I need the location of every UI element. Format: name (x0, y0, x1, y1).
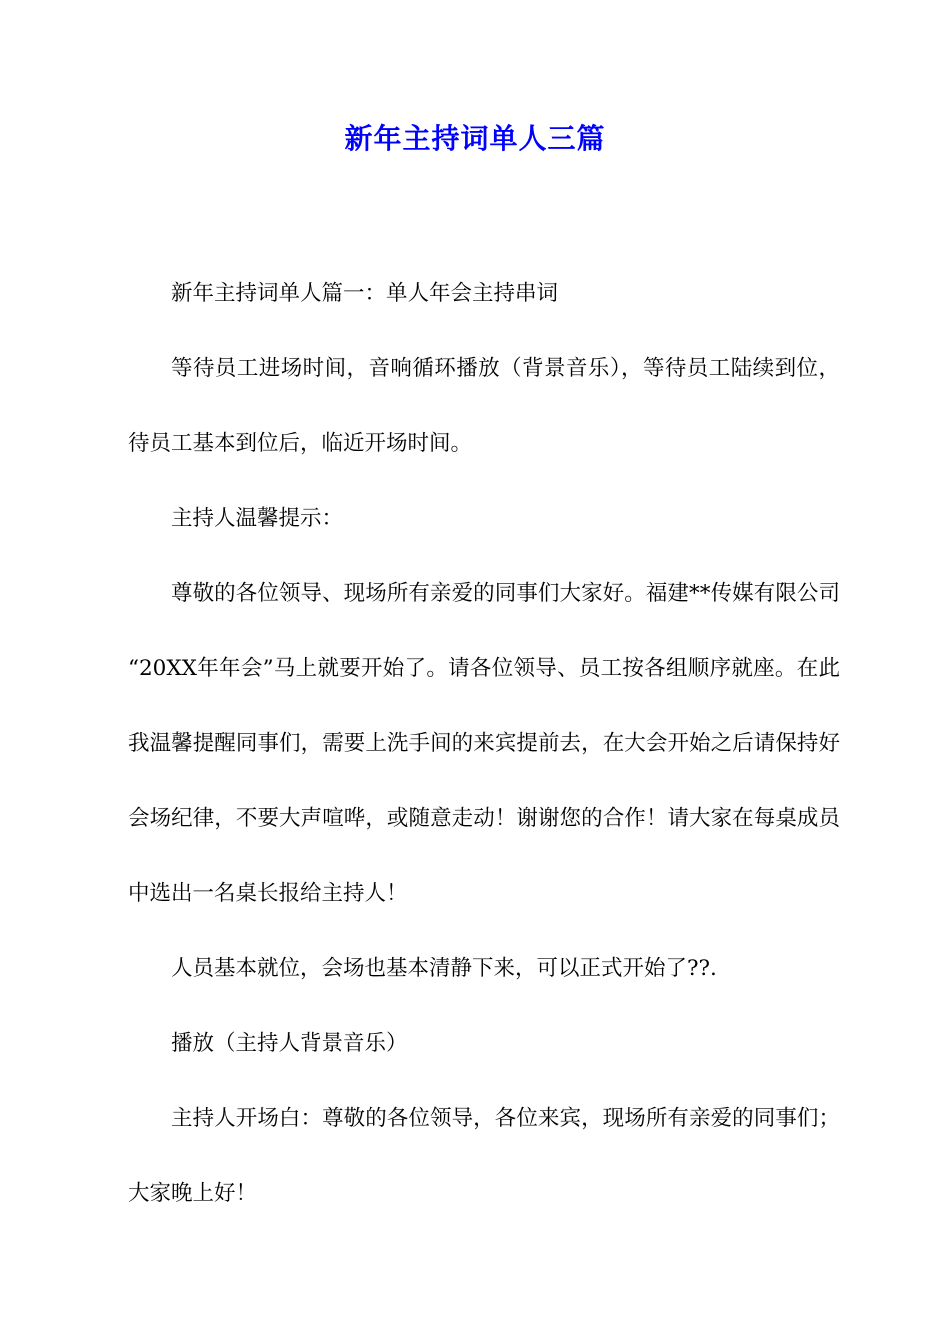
paragraph: 尊敬的各位领导、现场所有亲爱的同事们大家好。福建**传媒有限公司 “20XX年年会”马上就要开始了。请各位领导、员工按各组顺序就座。在此我温馨提醒同事们，需要上洗手间的来宾提前去，在大会开始之后请保持好会场纪律，不要大声喧哗，或随意走动！谢谢您的合作！请大家在每桌成员中选出一名桌长报给主持人！ (128, 581, 840, 906)
document-body (128, 256, 840, 1231)
paragraph: 等待员工进场时间，音响循环播放（背景音乐），等待员工陆续到位，待员工基本到位后，临近开场时间。 (128, 356, 840, 456)
document-title: 新年主持词单人三篇 (344, 122, 606, 155)
paragraph: 人员基本就位，会场也基本清静下来，可以正式开始了??. (171, 956, 717, 981)
paragraph: 主持人开场白：尊敬的各位领导，各位来宾，现场所有亲爱的同事们；大家晚上好！ (128, 1106, 840, 1206)
paragraph: 新年主持词单人篇一：单人年会主持串词 (171, 281, 559, 306)
paragraph: 主持人温馨提示： (171, 506, 344, 531)
paragraph: 播放（主持人背景音乐） (171, 1031, 408, 1056)
